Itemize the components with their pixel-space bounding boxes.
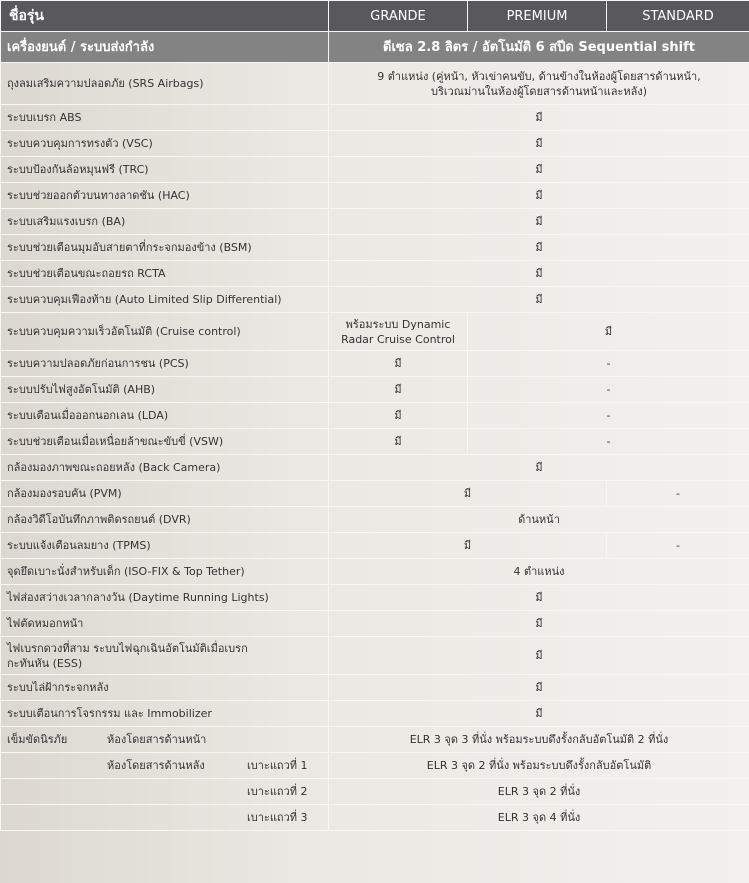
seatbelt-row-rear-3 [1,805,749,831]
row-label: ระบบไล่ฝ้ากระจกหลัง [1,675,329,701]
table-row [1,105,749,131]
row-label: กล้องวิดีโอบันทึกภาพติดรถยนต์ (DVR) [1,507,329,533]
table-row [1,183,749,209]
row-label: ระบบป้องกันล้อหมุนฟรี (TRC) [1,157,329,183]
row-value: มี [329,105,749,131]
table-row [1,377,749,403]
value-line: บริเวณม่านในห้องผู้โดยสารด้านหน้าและหลัง) [430,84,648,98]
table-row [1,235,749,261]
row-value: มี [329,157,749,183]
table-row [1,157,749,183]
table-row [1,585,749,611]
others-value: มี [468,313,749,351]
seatbelt-front-label: ห้องโดยสารด้านหน้า [107,733,207,746]
grade-standard: STANDARD [607,1,749,32]
seatbelt-label-cell [1,805,329,831]
table-row [1,533,749,559]
table-row [1,637,749,675]
table-row [1,455,749,481]
value-line: 9 ตำแหน่ง (คู่หน้า, หัวเข่าคนขับ, ด้านข้างในห้องผู้โดยสารด้านหน้า, [377,69,701,83]
seatbelt-row3-label: เบาะแถวที่ 3 [247,811,308,824]
row-label: ระบบเตือนเมื่อออกนอกเลน (LDA) [1,403,329,429]
engine-value: ดีเซล 2.8 ลิตร / อัตโนมัติ 6 สปีด Sequential shift [329,32,749,63]
table-row [1,209,749,235]
table-row [1,559,749,585]
row-value: มี [329,637,749,675]
grande-value: มี [329,377,468,403]
grande-value [329,313,468,351]
row-value: 4 ตำแหน่ง [329,559,749,585]
value-line: พร้อมระบบ Dynamic [345,317,451,331]
seatbelt-row-rear-1 [1,753,749,779]
grande-value: มี [329,351,468,377]
grande-value: มี [329,403,468,429]
row-value: มี [329,585,749,611]
table-row [1,131,749,157]
row-value: มี [329,235,749,261]
others-value: - [468,351,749,377]
row-label: ระบบช่วยเตือนขณะถอยรถ RCTA [1,261,329,287]
grade-grande: GRANDE [329,1,468,32]
row-label [1,637,329,675]
row-value: มี [329,209,749,235]
row-value: มี [329,611,749,637]
row-label: ระบบควบคุมความเร็วอัตโนมัติ (Cruise control) [1,313,329,351]
others-value: - [468,403,749,429]
row-value: มี [329,287,749,313]
row-label: กล้องมองภาพขณะถอยหลัง (Back Camera) [1,455,329,481]
row-label: ถุงลมเสริมความปลอดภัย (SRS Airbags) [1,63,329,105]
value-line: Radar Cruise Control [341,332,455,346]
table-row [1,261,749,287]
grande-premium-value: มี [329,481,607,507]
table-row [1,701,749,727]
seatbelt-row3-value: ELR 3 จุด 4 ที่นั่ง [329,805,749,831]
row-value: มี [329,701,749,727]
row-value: มี [329,675,749,701]
table-row [1,675,749,701]
table-row [1,611,749,637]
seatbelt-label-cell [1,753,329,779]
row-label: กล้องมองรอบคัน (PVM) [1,481,329,507]
row-label: ระบบควบคุมการทรงตัว (VSC) [1,131,329,157]
grande-value: มี [329,429,468,455]
row-value: มี [329,131,749,157]
row-label: ระบบความปลอดภัยก่อนการชน (PCS) [1,351,329,377]
seatbelt-label-cell [1,779,329,805]
header-row [1,1,749,32]
seatbelt-label: เข็มขัดนิรภัย [7,733,68,746]
table-row [1,507,749,533]
seatbelt-label-cell [1,727,329,753]
row-value: ด้านหน้า [329,507,749,533]
table-row [1,63,749,105]
row-label: ระบบช่วยเตือนมุมอับสายตาที่กระจกมองข้าง (BSM) [1,235,329,261]
row-value: มี [329,261,749,287]
row-label: ระบบเบรก ABS [1,105,329,131]
row-label: ระบบแจ้งเตือนลมยาง (TPMS) [1,533,329,559]
label-line: ไฟเบรกดวงที่สาม ระบบไฟฉุกเฉินอัตโนมัติเมื่อเบรก [7,641,248,655]
grande-premium-value: มี [329,533,607,559]
engine-row [1,32,749,63]
seatbelt-row1-label: เบาะแถวที่ 1 [247,759,308,772]
grade-premium: PREMIUM [468,1,607,32]
table-row [1,287,749,313]
table-row [1,481,749,507]
row-value: มี [329,455,749,481]
seatbelt-row2-value: ELR 3 จุด 2 ที่นั่ง [329,779,749,805]
seatbelt-row1-value: ELR 3 จุด 2 ที่นั่ง พร้อมระบบดึงรั้งกลับอัตโนมัติ [329,753,749,779]
row-label: จุดยึดเบาะนั่งสำหรับเด็ก (ISO-FIX & Top Tether) [1,559,329,585]
row-label: ระบบเตือนการโจรกรรม และ Immobilizer [1,701,329,727]
standard-value: - [607,481,749,507]
standard-value: - [607,533,749,559]
row-label: ไฟตัดหมอกหน้า [1,611,329,637]
row-label: ระบบเสริมแรงเบรก (BA) [1,209,329,235]
engine-label: เครื่องยนต์ / ระบบส่งกำลัง [1,32,329,63]
label-line: กะทันหัน (ESS) [7,656,83,670]
seatbelt-row-front [1,727,749,753]
table-row [1,403,749,429]
others-value: - [468,429,749,455]
table-row [1,351,749,377]
model-label: ชื่อรุ่น [1,1,329,32]
row-label: ระบบช่วยออกตัวบนทางลาดชัน (HAC) [1,183,329,209]
row-value: มี [329,183,749,209]
row-label: ระบบปรับไฟสูงอัตโนมัติ (AHB) [1,377,329,403]
row-label: ไฟส่องสว่างเวลากลางวัน (Daytime Running Lights) [1,585,329,611]
row-label: ระบบควบคุมเฟืองท้าย (Auto Limited Slip Differential) [1,287,329,313]
table-row [1,313,749,351]
table-row [1,429,749,455]
others-value: - [468,377,749,403]
seatbelt-row-rear-2 [1,779,749,805]
seatbelt-front-value: ELR 3 จุด 3 ที่นั่ง พร้อมระบบดึงรั้งกลับอัตโนมัติ 2 ที่นั่ง [329,727,749,753]
row-value [329,63,749,105]
seatbelt-rear-label: ห้องโดยสารด้านหลัง [107,759,205,772]
seatbelt-row2-label: เบาะแถวที่ 2 [247,785,308,798]
row-label: ระบบช่วยเตือนเมื่อเหนื่อยล้าขณะขับขี่ (VSW) [1,429,329,455]
